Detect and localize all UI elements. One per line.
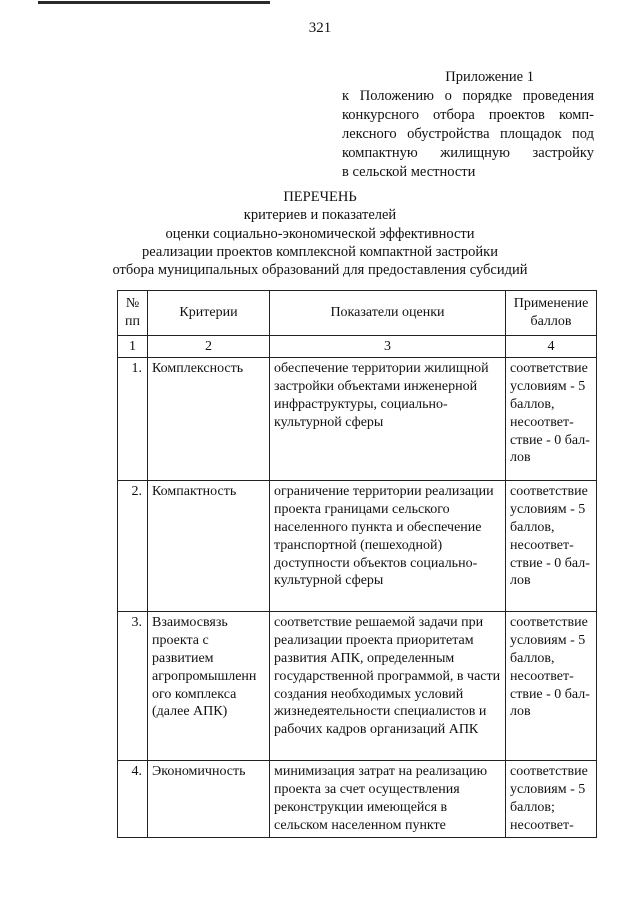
row-indicator: обеспечение территории жилищной застройки объектами инженерной инфраструктуры, социально-культурной сферы bbox=[270, 358, 506, 481]
appendix-block bbox=[342, 68, 594, 182]
header-points: Применение баллов bbox=[506, 291, 597, 336]
row-criterion: Экономичность bbox=[148, 761, 270, 838]
heading-line: реализации проектов комплексной компактной застройки bbox=[142, 243, 498, 260]
appendix-line: конкурсного отбора проектов комп- bbox=[342, 107, 594, 123]
appendix-line: компактную жилищную застройку bbox=[342, 145, 594, 161]
document-heading bbox=[110, 188, 530, 279]
criteria-table bbox=[117, 290, 597, 838]
row-number: 2. bbox=[118, 481, 148, 612]
page-number: 321 bbox=[308, 20, 332, 36]
row-indicator: ограничение территории реализации проекта границами сельского населенного пункта и обеспечение транспортной (пешеходной) доступности объектов социально-культурной сферы bbox=[270, 481, 506, 612]
row-points: соответствие условиям - 5 баллов, несоответ-ствие - 0 бал-лов bbox=[506, 481, 597, 612]
row-criterion: Компактность bbox=[148, 481, 270, 612]
table-header-row bbox=[118, 291, 597, 336]
column-number-row bbox=[118, 335, 597, 358]
appendix-line: в сельской местности bbox=[342, 164, 476, 180]
heading-line: критериев и показателей bbox=[243, 207, 397, 224]
header-number: № пп bbox=[118, 291, 148, 336]
row-indicator: минимизация затрат на реализацию проекта за счет осуществления реконструкции имеющейся в сельском населенном пункте bbox=[270, 761, 506, 838]
heading-line: оценки социально-экономической эффективности bbox=[165, 225, 475, 242]
table-row bbox=[118, 481, 597, 612]
appendix-line: к Положению о порядке проведения bbox=[342, 88, 594, 104]
column-number: 3 bbox=[270, 335, 506, 358]
row-number: 4. bbox=[118, 761, 148, 838]
appendix-title: Приложение 1 bbox=[445, 69, 534, 85]
column-number: 2 bbox=[148, 335, 270, 358]
table-row bbox=[118, 358, 597, 481]
column-number: 1 bbox=[118, 335, 148, 358]
row-indicator: соответствие решаемой задачи при реализации проекта приоритетам развития АПК, определенным государственной программой, в части создания необходимых условий жизнедеятельности специалистов и рабочих кадров организаций АПК bbox=[270, 612, 506, 761]
appendix-line: лексного обустройства площадок под bbox=[342, 126, 594, 142]
column-number: 4 bbox=[506, 335, 597, 358]
row-number: 3. bbox=[118, 612, 148, 761]
table-row bbox=[118, 761, 597, 838]
row-points: соответствие условиям - 5 баллов; несоответ- bbox=[506, 761, 597, 838]
row-criterion: Взаимосвязь проекта с развитием агропромышленн ого комплекса (далее АПК) bbox=[148, 612, 270, 761]
heading-title: ПЕРЕЧЕНЬ bbox=[283, 189, 357, 205]
row-criterion: Комплексность bbox=[148, 358, 270, 481]
row-points: соответствие условиям - 5 баллов, несоответ-ствие - 0 бал-лов bbox=[506, 358, 597, 481]
top-rule bbox=[38, 1, 270, 4]
heading-line: отбора муниципальных образований для предоставления субсидий bbox=[112, 262, 528, 279]
header-indicators: Показатели оценки bbox=[270, 291, 506, 336]
row-number: 1. bbox=[118, 358, 148, 481]
table-row bbox=[118, 612, 597, 761]
row-points: соответствие условиям - 5 баллов, несоответ-ствие - 0 бал-лов bbox=[506, 612, 597, 761]
header-criteria: Критерии bbox=[148, 291, 270, 336]
